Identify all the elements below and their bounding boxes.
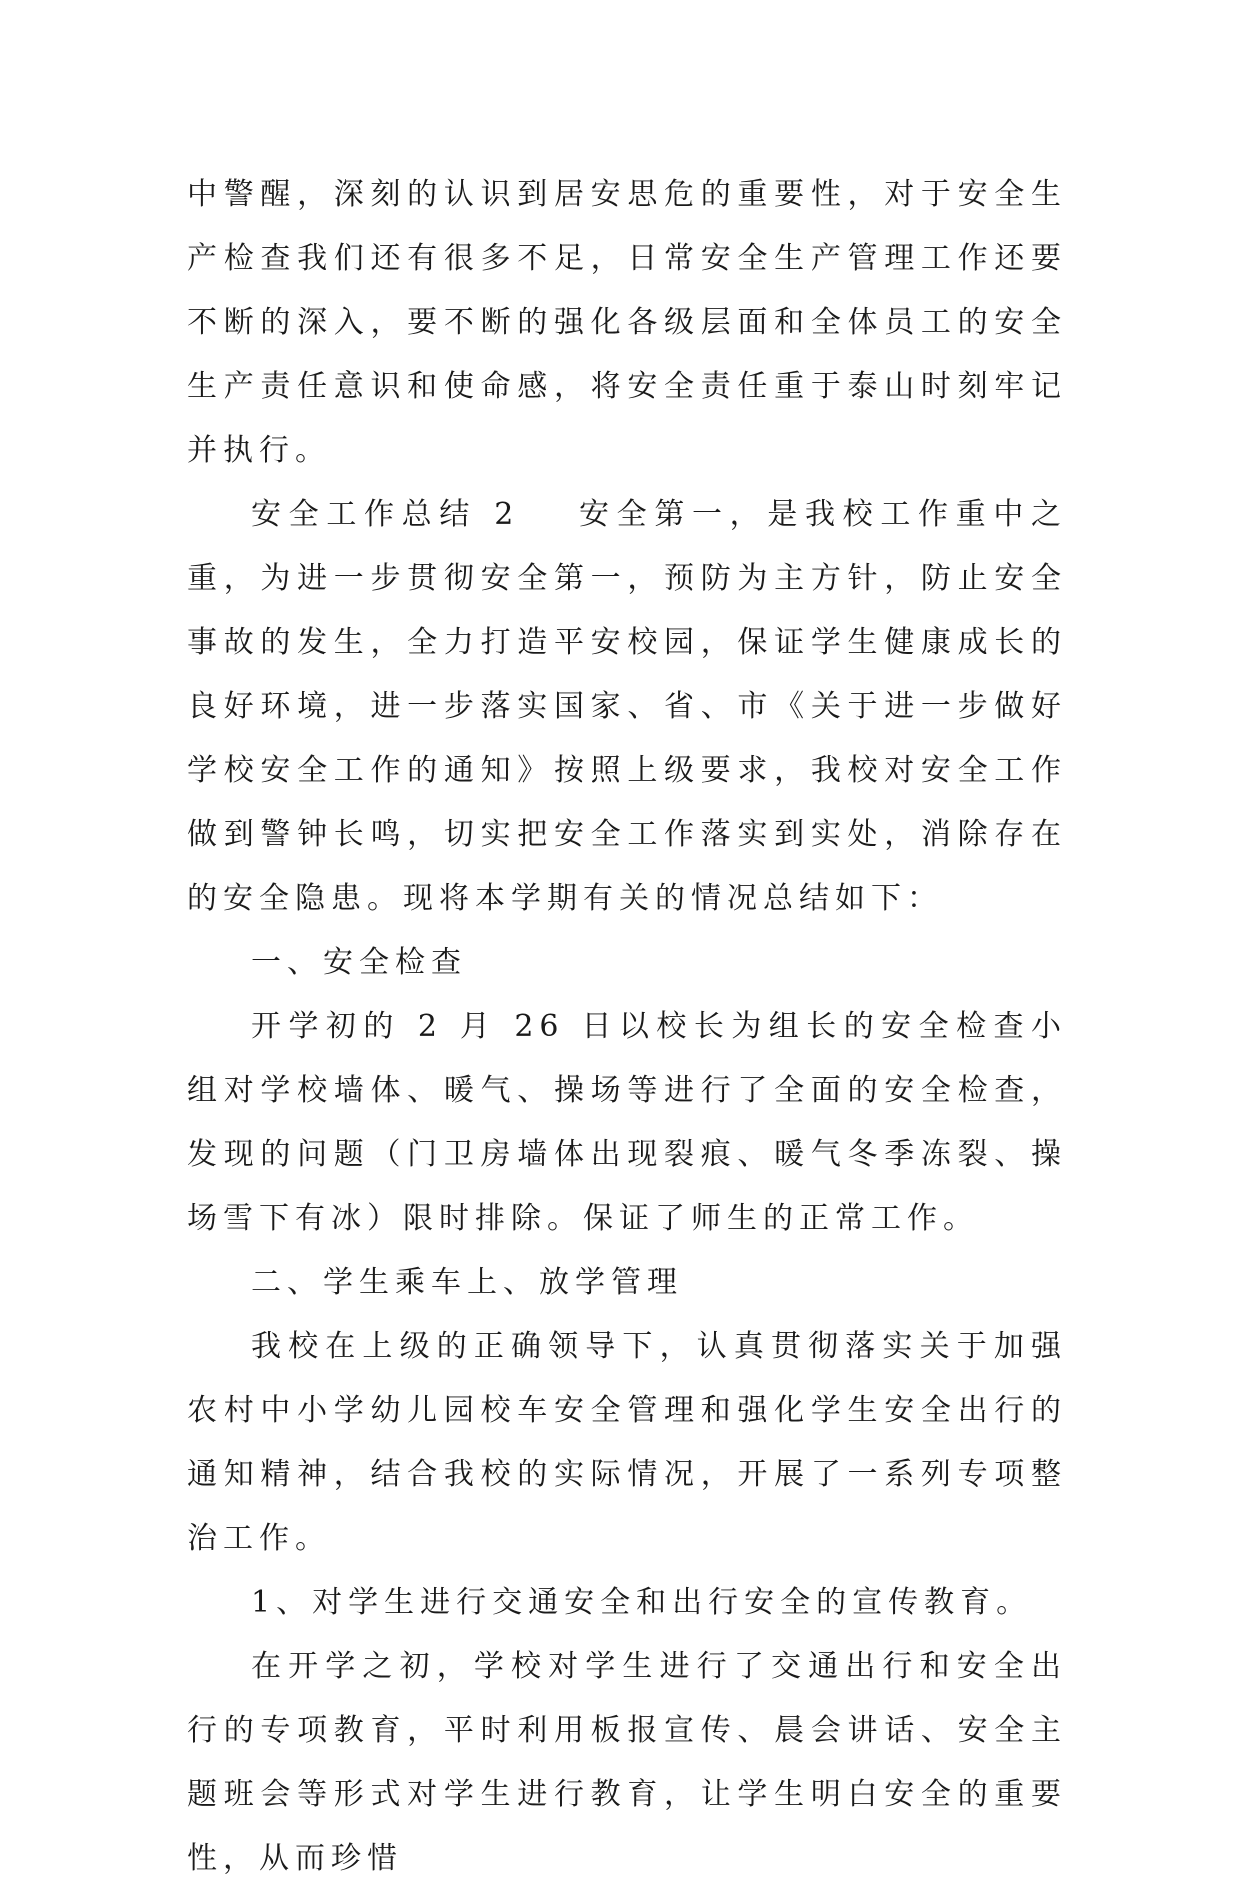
heading-safety-inspection: 一、安全检查: [251, 945, 467, 980]
section-title: 安全工作总结 2: [251, 497, 520, 532]
paragraph-continued: 中警醒，深刻的认识到居安思危的重要性，对于安全生产检查我们还有很多不足，日常安全生产管理工作还要不断的深入，要不断的强化各级层面和全体员工的安全生产责任意识和使命感，将安全责任重于泰山时刻牢记并执行。: [187, 177, 1067, 468]
paragraph-summary-2: [187, 483, 1067, 931]
paragraph-text: 安全第一，是我校工作重中之重，为进一步贯彻安全第一，预防为主方针，防止安全事故的发生，全力打造平安校园，保证学生健康成长的良好环境，进一步落实国家、省、市《关于进一步做好学校安全工作的通知》按照上级要求，我校对安全工作做到警钟长鸣，切实把安全工作落实到实处，消除存在的安全隐患。现将本学期有关的情况总结如下：: [187, 497, 1068, 916]
paragraph-transport: 我校在上级的正确领导下，认真贯彻落实关于加强农村中小学幼儿园校车安全管理和强化学生安全出行的通知精神，结合我校的实际情况，开展了一系列专项整治工作。: [187, 1329, 1067, 1556]
paragraph-education: 在开学之初，学校对学生进行了交通出行和安全出行的专项教育，平时利用板报宣传、晨会讲话、安全主题班会等形式对学生进行教育，让学生明白安全的重要性，从而珍惜: [187, 1649, 1067, 1876]
heading-traffic-education: 1、对学生进行交通安全和出行安全的宣传教育。: [251, 1585, 1033, 1620]
paragraph-inspection: 开学初的 2 月 26 日以校长为组长的安全检查小组对学校墙体、暖气、操场等进行了全面的安全检查，发现的问题（门卫房墙体出现裂痕、暖气冬季冻裂、操场雪下有冰）限时排除。保证了师生的正常工作。: [187, 1009, 1067, 1236]
document-body: [187, 163, 1067, 1891]
heading-student-transport: 二、学生乘车上、放学管理: [251, 1265, 683, 1300]
